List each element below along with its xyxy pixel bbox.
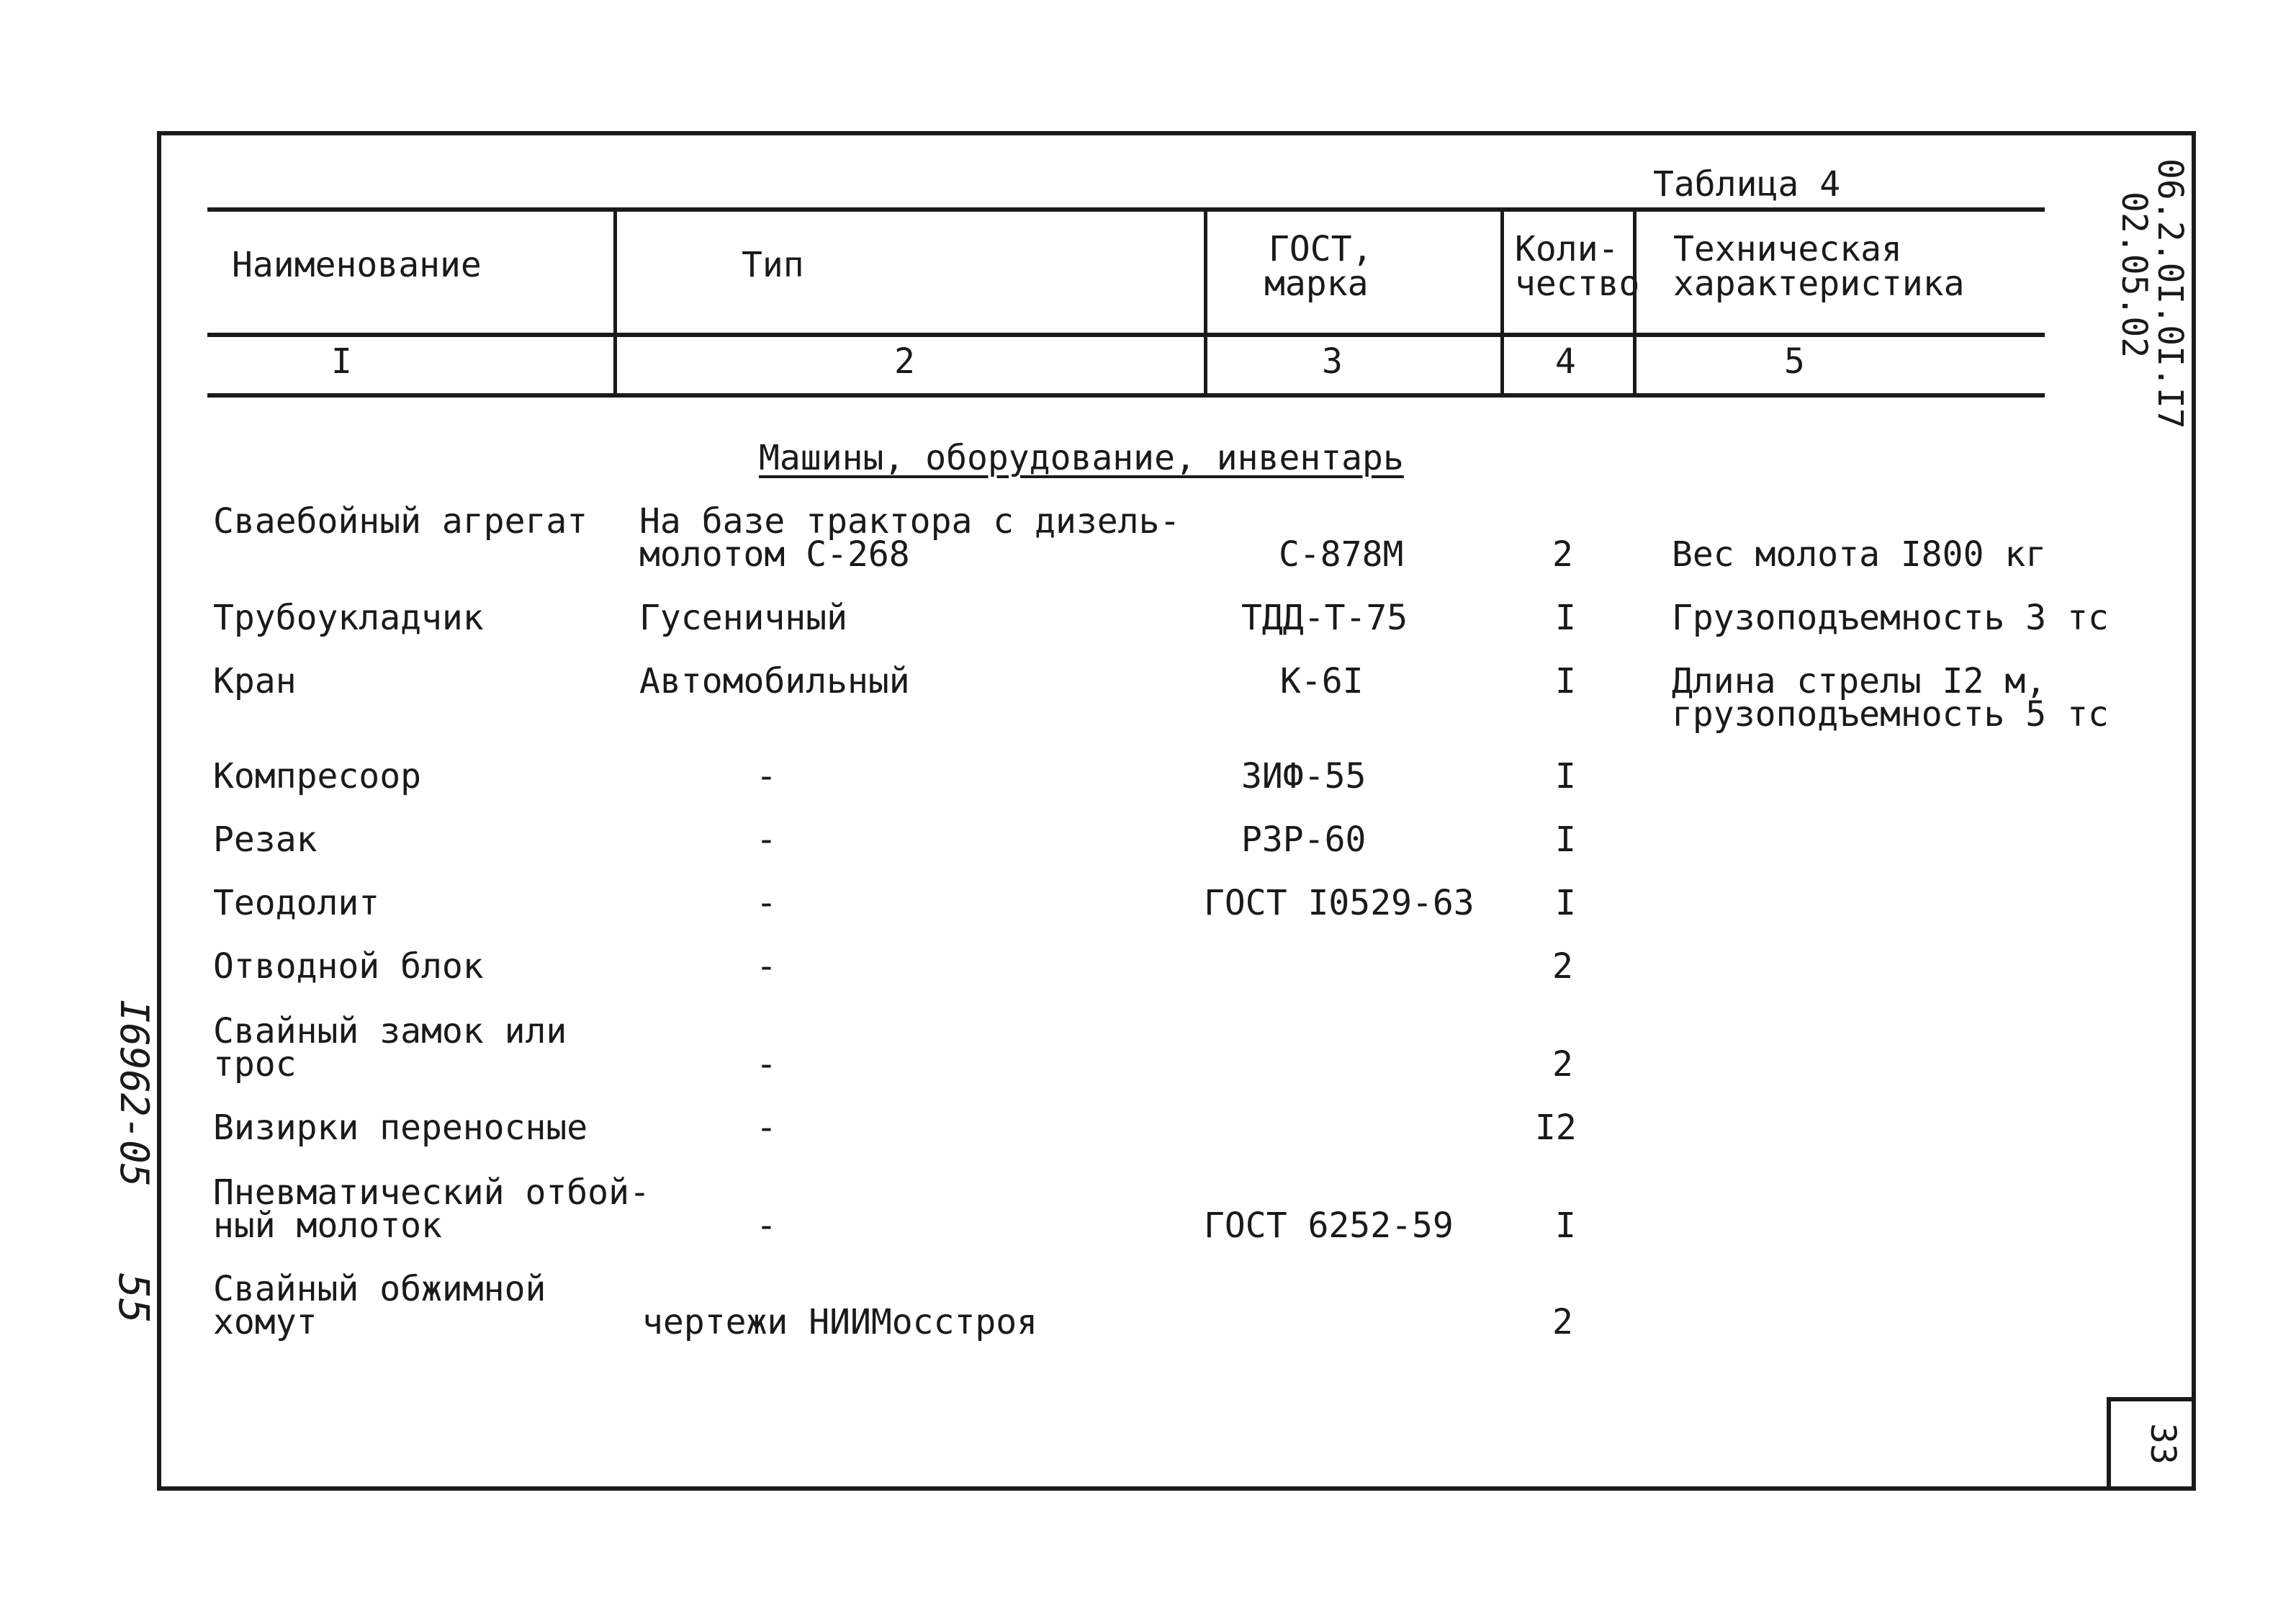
row-6-qty: I	[1555, 883, 1576, 923]
row-2-gost: ТДД-Т-75	[1241, 598, 1408, 638]
column-number-3: 3	[1322, 341, 1343, 382]
row-6-name: Теодолит	[213, 883, 380, 923]
row-1-qty: 2	[1552, 534, 1573, 575]
row-9-type: -	[756, 1108, 777, 1148]
row-2-name: Трубоукладчик	[213, 598, 484, 638]
document-code-line2: 02.05.02	[2114, 192, 2154, 359]
row-5-type: -	[756, 820, 777, 860]
row-7-name: Отводной блок	[213, 946, 484, 987]
row-10-name-line1: Пневматический отбой-	[213, 1172, 650, 1213]
row-1-type-line1: На базе трактора с дизель-	[639, 501, 1181, 542]
header-gost-line2: марка	[1264, 264, 1369, 304]
column-number-5: 5	[1784, 341, 1805, 382]
row-7-type: -	[756, 946, 777, 987]
row-9-name: Визирки переносные	[213, 1108, 588, 1148]
row-7-qty: 2	[1552, 946, 1573, 987]
row-11-name-line2: хомут	[213, 1302, 318, 1342]
row-10-type: -	[756, 1206, 777, 1246]
table-header-rule	[207, 333, 2045, 337]
column-number-4: 4	[1555, 341, 1576, 382]
row-1-type-line2: молотом С-268	[639, 534, 910, 575]
header-tech-line1: Техническая	[1673, 229, 1902, 269]
row-8-name-line2: трос	[213, 1044, 297, 1085]
table-caption: Таблица 4	[1653, 164, 1841, 205]
row-3-tech-line2: грузоподъемность 5 тс	[1672, 694, 2109, 735]
table-columns-rule	[207, 393, 2045, 398]
column-divider-3	[1500, 209, 1504, 396]
row-3-type: Автомобильный	[639, 661, 910, 701]
side-code: I6962-05	[112, 1000, 157, 1188]
header-name: Наименование	[232, 245, 482, 285]
header-gost-line1: ГОСТ,	[1269, 229, 1373, 269]
header-type: Тип	[742, 245, 804, 285]
row-10-qty: I	[1555, 1206, 1576, 1246]
row-4-qty: I	[1555, 756, 1576, 796]
header-tech-line2: характеристика	[1673, 264, 1965, 304]
row-6-type: -	[756, 883, 777, 923]
column-divider-2	[1204, 209, 1207, 396]
row-9-qty: I2	[1535, 1108, 1577, 1148]
document-code-line1: 06.2.0I.0I.I7	[2150, 158, 2190, 429]
row-3-tech-line1: Длина стрелы I2 м,	[1672, 661, 2047, 701]
header-qty-line2: чество	[1515, 264, 1640, 304]
row-5-name: Резак	[213, 820, 318, 860]
row-5-gost: РЗР-60	[1241, 820, 1367, 860]
row-6-gost: ГОСТ I0529-63	[1204, 883, 1475, 923]
row-8-name-line1: Свайный замок или	[213, 1011, 567, 1051]
row-1-tech: Вес молота I800 кг	[1672, 534, 2047, 575]
row-11-qty: 2	[1552, 1302, 1573, 1342]
row-2-qty: I	[1555, 598, 1576, 638]
header-qty-line1: Коли-	[1515, 229, 1619, 269]
row-3-qty: I	[1555, 661, 1576, 701]
side-number: 55	[109, 1273, 158, 1324]
row-4-type: -	[756, 756, 777, 796]
column-number-2: 2	[894, 341, 915, 382]
row-11-name-line1: Свайный обжимной	[213, 1269, 546, 1309]
row-2-type: Гусеничный	[639, 598, 847, 638]
row-1-name: Сваебойный агрегат	[213, 501, 588, 542]
row-1-gost: С-878М	[1279, 534, 1404, 575]
column-divider-1	[613, 209, 617, 396]
table-top-rule	[207, 207, 2045, 212]
row-3-gost: К-6I	[1280, 661, 1364, 701]
section-title: Машины, оборудование, инвентарь	[759, 438, 1404, 478]
row-4-gost: ЗИФ-55	[1241, 756, 1367, 796]
row-8-qty: 2	[1552, 1044, 1573, 1085]
row-11-type: чертежи НИИМосстроя	[642, 1302, 1038, 1342]
row-10-name-line2: ный молоток	[213, 1206, 442, 1246]
row-3-name: Кран	[213, 661, 297, 701]
row-4-name: Компресоор	[213, 756, 421, 796]
row-5-qty: I	[1555, 820, 1576, 860]
row-8-type: -	[756, 1044, 777, 1085]
page-number: 33	[2143, 1423, 2183, 1465]
row-10-gost: ГОСТ 6252-59	[1204, 1206, 1454, 1246]
column-number-1: I	[331, 341, 352, 382]
row-2-tech: Грузоподъемность 3 тс	[1672, 598, 2109, 638]
